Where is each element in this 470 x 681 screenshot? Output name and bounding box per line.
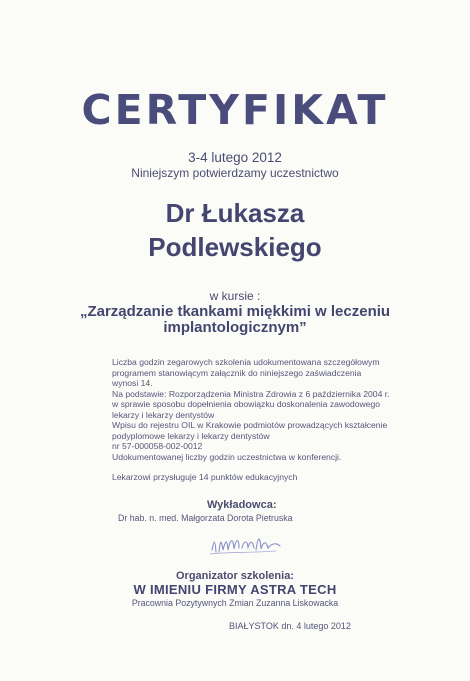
details-line: Na podstawie: Rozporządzenia Ministra Zdrowia z 6 października 2004 r. [112, 388, 390, 399]
place-and-date: BIAŁYSTOK dn. 4 lutego 2012 [229, 621, 351, 631]
details-line: Udokumentowanej liczby godzin uczestnictwa w konferencji. [112, 451, 342, 462]
details-line: nr 57-000058-002-0012 [112, 441, 203, 451]
course-title-line2: implantologicznym” [163, 319, 307, 336]
organizer-label: Organizator szkolenia: [176, 570, 294, 582]
details-line: programem stanowiącym załącznik do niniejszego zaświadczenia [112, 367, 362, 378]
recipient-name-line2: Podlewskiego [148, 232, 322, 262]
accreditation-details [112, 357, 412, 483]
course-title-line1: „Zarządzanie tkankami miękkimi w leczeniu [79, 303, 391, 320]
details-line: Wpisu do rejestru OIL w Krakowie podmiotów prowadzących kształcenie [112, 420, 388, 430]
lecturer-label: Wykładowca: [207, 499, 277, 511]
recipient-name-line1: Dr Łukasza [165, 198, 305, 228]
details-line: podyplomowe lekarzy i lekarzy dentystów [112, 430, 270, 441]
details-line: Liczba godzin zegarowych szkolenia udokumentowana szczegółowym [112, 357, 380, 367]
signature-icon [206, 528, 286, 558]
details-line: lekarzy i lekarzy dentystów [112, 409, 215, 420]
details-line: w sprawie sposobu dopełnienia obowiązku doskonalenia zawodowego [112, 399, 381, 409]
organizer-subtitle: Pracownia Pozytywnych Zmian Zuzanna Liskowacka [131, 598, 339, 608]
certificate-title: CERTYFIKAT [81, 86, 389, 134]
lecturer-name: Dr hab. n. med. Małgorzata Dorota Pietruska [118, 513, 293, 523]
details-line: wynosi 14. [112, 378, 153, 388]
confirmation-text: Niniejszym potwierdzamy uczestnictwo [131, 166, 339, 180]
course-intro: w kursie : [209, 289, 261, 303]
education-points: Lekarzowi przysługuje 14 punktów edukacyjnych [112, 472, 298, 482]
organizer-name: W IMIENIU FIRMY ASTRA TECH [133, 582, 337, 597]
event-date: 3-4 lutego 2012 [188, 150, 282, 165]
